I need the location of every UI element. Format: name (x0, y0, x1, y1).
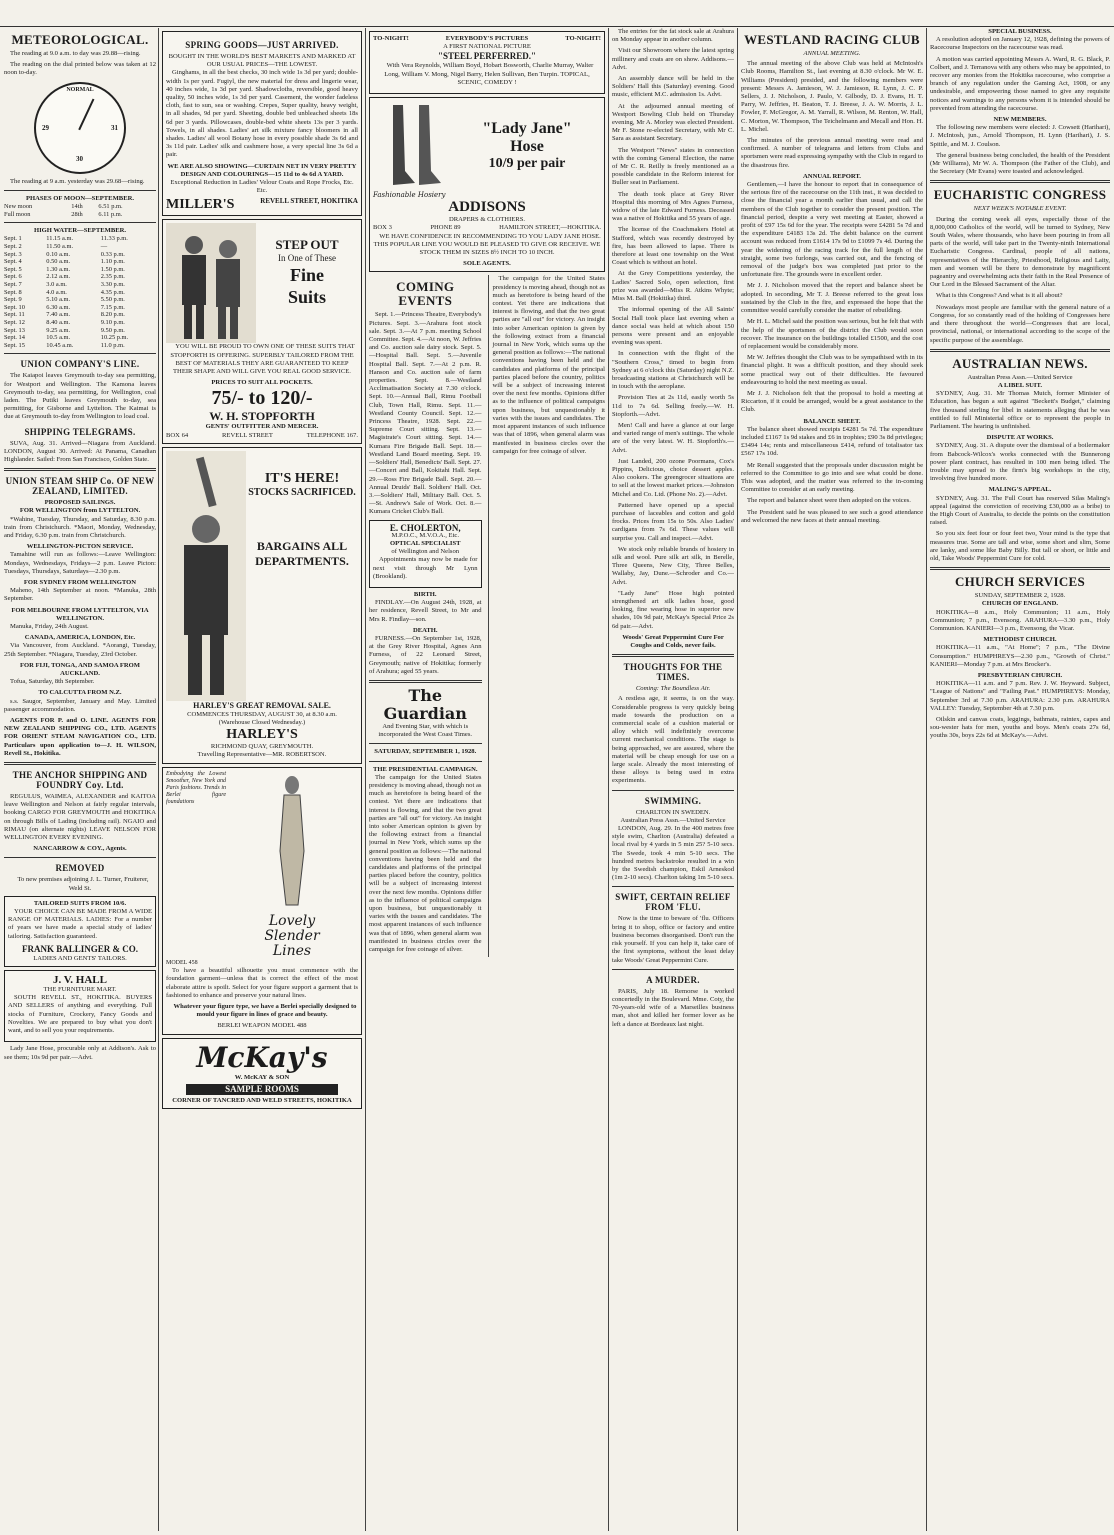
racing-text: Mr J. J. Nicholson felt that the proposal to hold a meeting at Riccarton, if it could be arranged, would be a great assistance to the Club. (741, 389, 923, 414)
lady-jane: "Lady Jane" (482, 120, 572, 138)
removed-heading: REMOVED (55, 863, 105, 874)
news-item: The informal opening of the All Saints' Social Hall took place last evening when a dance social was held at which about 150 persons were present and an enjoyable evening was spent. (612, 306, 734, 347)
thoughts-sub: Coming: The Boundless Air. (635, 685, 711, 693)
news-item: At the Grey Competitions yesterday, the Ladies' Sacred Solo, open selection, first prize was awarded—Miss R. Atkins Whyte; Miss M. Ball (Hokitika) third. (612, 270, 734, 303)
barometer-needle (78, 98, 94, 130)
eucharistic-heading: EUCHARISTIC CONGRESS (933, 187, 1107, 203)
dial-number-bottom: 30 (76, 155, 83, 164)
news-item: At the adjourned annual meeting of Westport Bowling Club held on Thursday evening, Mr A. Morley was elected President. Mr F. Stone re-elected Secretary, with Mr C. Sara as assistant Secretary. (612, 102, 734, 143)
guardian-date: SATURDAY, SEPTEMBER 1, 1928. (374, 748, 477, 756)
racing-club-sub: ANNUAL MEETING. (803, 50, 861, 57)
sailing-text: *Wahine, Tuesday, Thursday, and Saturday, 8.30 p.m. train from Christchurch. *Maori, Monday, Wednesday, and Friday, 6.30 p.m. train from Christchurch. (4, 515, 156, 539)
sailing-heading: WELLINGTON-PICTON SERVICE. (26, 543, 134, 551)
table-row: Sept. 4 0.50 a.m. 1.10 p.m. (4, 258, 125, 266)
harleys-name: HARLEY'S (226, 727, 298, 743)
spring-text: Ginghams, in all the best checks, 30 inch wide 1s 3d per yard; double-width 1s per yard. Fugiyl, the new material for dress and lingerie wear, 40 inches wide, 1s 3d per yard. Shadowcloths, reversible, good heavy quality, 50 inches wide, 1s 3d per yard. Casement, the wonder fadeless cloth, fast to sun, sea or washing. Crepes, Super quality, heavy weight, in all shades, 9d per yard. Sheeting, double bed unbleached sheets 18s 6d per 3 yards. Pillowcases, double-bed white sheets 13s per 3 yards. Towels, in all shades. Ladies' art silk mixture fancy bloomers in all shades. Ladies' all wool Botany hose in every possible shade 3s 6d and 3s 11d pair. Ladies' silk and cashmere hose, a very special line 3s 6d a pair. (166, 69, 358, 159)
eucharistic-sub: NEXT WEEK'S NOTABLE EVENT. (973, 205, 1067, 213)
ballinger-tailors-ad (4, 896, 156, 967)
birth-heading: BIRTH. (413, 590, 437, 598)
news-item: Patterned have opened up a special purchase of laceables and cotton and gold frocks. Prices from 15s to 50s. Also Ladies' cardigans from 7s 6d. These values will surprise you. Call and inspect.—Advt. (612, 501, 734, 542)
cholerton-qualifications: M.P.O.C., M.V.O.A., Etc. (391, 531, 459, 539)
addisons-lady-jane-ad (369, 97, 605, 272)
news-item: Men! Call and have a glance at our large and varied range of men's suitings. The whole are of the very latest. W. H. Stopforth's.—Advt. (612, 421, 734, 454)
hall-name: J. V. HALL (52, 974, 107, 987)
pictures-center: EVERYBODY'S PICTURES (445, 35, 529, 42)
stopforth-suits-ad (162, 219, 362, 443)
church-subheading: METHODIST CHURCH. (983, 636, 1057, 644)
racing-text: The President said he was pleased to see such a good attendance and welcomed the new faces at their annual meeting. (741, 508, 923, 524)
sailing-heading: FOR FIJI, TONGA, AND SAMOA FROM AUCKLAND. (19, 661, 141, 677)
ballinger-name: FRANK BALLINGER & CO. (21, 943, 138, 954)
stopforth-prices: PRICES TO SUIT ALL POCKETS. (211, 379, 313, 387)
column-editorial (369, 28, 605, 1531)
spring-title: SPRING GOODS—JUST ARRIVED. (185, 40, 339, 50)
news-item: In connection with the flight of the "Southern Cross," timed to begin from Sydney at 6 o'clock this (Saturday) night N.Z. broadcasting stations at Christchurch will be in touch with the aeroplane. (612, 350, 734, 391)
birth-notice: FINDLAY.—On August 24th, 1928, at her residence, Revell Street, to Mr and Mrs R. Findlay—son. (369, 599, 482, 623)
balance-sheet-heading: BALANCE SHEET. (803, 417, 861, 425)
shipping-telegrams-text: SUVA, Aug. 31. Arrived—Niagara from Auckland. LONDON, August 30. Arrived: At Panama, Canadian Highlander. Sailed: From San Francisco, Golden State. (4, 439, 156, 463)
harleys-rep: Travelling Representative—MR. ROBERTSON. (197, 751, 327, 759)
aus-text: SYDNEY, Aug. 31. A dispute over the dismissal of a boilermaker from Babcock-Wilcox's works connected with the Bunnerong power plant contract, has resulted in 100 men being idled. The trouble may spread to the firm's big workshops in the city, involving five hundred more. (930, 442, 1110, 483)
mckays-logo: McKay's (196, 1040, 328, 1074)
cholerton-location: of Wellington and Nelson (391, 548, 460, 556)
berlei-weapon: BERLEI WEAPON MODEL 488 (217, 1022, 307, 1030)
column-display-ads (162, 28, 362, 1531)
suits-word: Suits (287, 287, 327, 308)
aus-subheading: DISPUTE AT WORKS. (986, 434, 1054, 442)
bargains-all: BARGAINS ALL DEPARTMENTS. (255, 538, 349, 568)
millers-name: MILLER'S (166, 197, 235, 213)
balance-sheet-text: The balance sheet showed receipts £4281 5s 7d. The expenditure included £1167 1s 9d stakes and £6 in trophies; £90 3s 8d privileges; £3494 14s; rents and miscellaneous £414, refund of totalisator tax £567 17s 10d. (741, 425, 923, 458)
fine-word: Fine (290, 265, 324, 286)
church-date: SUNDAY, SEPTEMBER 2, 1928. (974, 592, 1066, 600)
aus-text: SYDNEY, Aug. 31. Mr Thomas Mutch, former Minister of Education, has begun a suit against "Beckett's Budget," claiming five thousand sterling for libel in statements alleging that he was entitled to full Ministerial office or to represent the people in Parliament. The hearing is unfinished. (930, 390, 1110, 430)
table-row: Sept. 9 5.10 a.m. 5.50 p.m. (4, 296, 125, 304)
tailored-suits-text: YOUR CHOICE CAN BE MADE FROM A WIDE RANGE OF MATERIALS. LADIES: For a number of years we have made a special study of ladies' tailoring. Satisfaction guaranteed. (8, 908, 152, 940)
murder-text: PARIS, July 18. Remorse is worked concertedly in the Boulevard. Mme. Coty, the 70-years-old wife of a Marseilles business man, shot and killed her former lover as he left a dance at Bordeaux last night. (612, 987, 734, 1028)
mckays-address: CORNER OF TANCRED AND WELD STREETS, HOKITIKA (172, 1096, 352, 1104)
flu-text: Now is the time to beware of 'flu. Officers bring it to shop, office or factory and entire business becomes disorganised. Don't run the risk yourself. If you can help it, take care of the first symptoms, without the least delay take Woods' Great Peppermint Cure. (612, 915, 734, 964)
cholerton-trade: OPTICAL SPECIALIST (389, 539, 461, 547)
peppermint-verse: So you six feet four or four feet two, Your mind is the type that measures true. Some are tall and wise, some short and slim, Some are lanky, and some like Baby Billy. But tall or short, or little and old, Take Woods' Peppermint Cure for cold. (930, 530, 1110, 562)
stopforth-name: W. H. STOPFORTH (209, 409, 315, 424)
suited-men-illustration (166, 223, 256, 343)
tonight-left: TO-NIGHT! (373, 35, 409, 42)
stopforth-street: REVELL STREET (222, 431, 273, 439)
church-text: HOKITIKA—8 a.m., Holy Communion; 11 a.m., Holy Communion; 7 p.m., Evensong. ARAHURA—3.30 p.m., Holy Communion. KANIERI—3 p.m., Evensong, the Vicar. (930, 608, 1110, 632)
tailored-suits-title: TAILORED SUITS FROM 10/6. (33, 899, 127, 907)
news-item: Visit our Showroom where the latest spring millinery and coats are on show. Addisons.—Advt. (612, 47, 734, 71)
table-row: Sept. 2 11.50 a.m. — (4, 243, 108, 250)
stopforth-telephone: TELEPHONE 167. (306, 431, 358, 439)
hosiery-badge: Fashionable Hosiery (373, 191, 446, 200)
sailing-heading: FOR MELBOURNE FROM LYTTELTON, VIA WELLINGTON. (11, 606, 149, 622)
berlei-lovely: Lovely (268, 912, 316, 929)
spring-also: WE ARE ALSO SHOWING—CURTAIN NET IN VERY PRETTY DESIGN AND COLOURINGS—15 11d to 4s 6d A YARD. (167, 162, 357, 178)
swimming-text: LONDON, Aug. 29. In the 400 metres free style swim, Charlton (Australia) defeated a local rival by 4 yards in 5 min 25? 5-10 secs. The Swede, took 4 min 5-10 secs. The hundred metres backstroke resulted in a win by the Swedish champion, Eskil Arneskod (1m 2-10 secs). Charlton taking 1m 5-10 secs. (612, 825, 734, 882)
table-row: Sept. 6 2.12 a.m. 2.35 p.m. (4, 273, 125, 281)
australian-news-source: Australian Press Assn.—United Service (967, 373, 1073, 381)
flu-heading: SWIFT, CERTAIN RELIEF FROM 'FLU. (615, 892, 731, 913)
news-item: We stock only reliable brands of hosiery in silk and wool. Pure silk art silk, in Berelle, Three Queens, New City, Three Belles, Wallaby, Jay, Dune.—Schroder and Co.—Advt. (612, 545, 734, 586)
news-item: Just Landed, 200 ozone Poormans, Cox's Pippins, Delicious, choice dessert apples. Also cookers. The greengrocer situations are to sell at the lowest market prices.—Johnston Michel and Co. Ltd. (Phone No. 2).—Advt. (612, 457, 734, 498)
aus-text: SYDNEY, Aug. 31. The Full Court has reserved Silas Maling's appeal (against the conviction of receiving £30,000 as a bribe) to the High Court of Australia, to decide the points on the constitution raised. (930, 494, 1110, 527)
berlei-figure: Whatever your figure type, we have a Berlei specially designed to mould your figure in lines of grace and beauty. (173, 1002, 357, 1019)
coming-events-text: Sept. 1.—Princess Theatre, Everybody's Pictures. Sept. 3.—Arahura foot stock sale. Sept. 3.—At 7 p.m. meeting School Committee. Sept. 4.—At noon, W. Jeffries and Co. auction sale dairy stock. Sept. 5.—Hospital Ball. Sept. 5.—Juvenile Hospital Ball. Sept. 7.—At 2 p.m. R. Hanson and Co. auction sale of farm properties. Sept. 8.—Westland Acclimatisation Society at 7.30 o'clock. Sept. 10.—Annual Ball, Rimu Football Club, Town Hall, Rimu. Sept. 11.—Westland County Council. Sept. 12.—Princess Theatre, 1928. Sept. 22.—Supreme Court sitting. Sept. 13.—Magistrate's Court sitting. Sept. 14.—Kumara Fire Brigade Ball. Sept. 18.—Westland Land Board meeting. Sept. 19.—Soldiers' Hall, Benedicts' Ball. Sept. 27.—Concert and Ball, Kokitahi Hall. Sept. 29.—Ross Fire Brigade Ball. Sept. 20.—Annual Druids' Ball. Soldiers' Hall. Oct. 3.—Soldiers' Hall, Military Ball. Oct. 5.—St. Andrew's Sale of Work. Oct. 8.—Kumara Cricket Club's Ball. (369, 311, 482, 516)
table-row: Sept. 5 1.30 a.m. 1.50 p.m. (4, 265, 125, 273)
australian-news-heading: AUSTRALIAN NEWS. (952, 355, 1088, 371)
column-racing-club (741, 28, 923, 1531)
racing-text: Mr Renall suggested that the proposals under discussion might be referred to the Committee to go into and see what could be done. This was adopted, and the matter was referred to the in-coming Committee to consider at an early meeting. (741, 461, 923, 494)
sailing-heading: CANADA, AMERICA, LONDON, Etc. (24, 634, 136, 642)
news-item: "Lady Jane" Hose high pointed strengthened art silk ladies hose, good looking, fine wearing hose in superior new shades, 10s 9d pair, McKay's Special Price 2s 6d pair.—Advt. (612, 589, 734, 630)
column-shipping-weather (4, 28, 156, 1531)
addisons-sole: SOLE AGENTS. (463, 260, 511, 268)
dial-normal-label: NORMAL (66, 86, 94, 93)
swimming-sub: CHARLTON IN SWEDEN. (635, 808, 711, 816)
cholerton-text: Appointments may now be made for next visit through Mr Lynn (Brookland). (373, 556, 478, 580)
removed-text: To new premises adjoining J. L. Turner, Fruiterer, Weld St. (17, 876, 149, 892)
step-out: STEP OUT (275, 237, 339, 253)
new-members-text: The general business being concluded, the health of the President (Mr Williams), Mr W. A. Thompson (the Father of the Club), and the Secretary (Mr Evans) were toasted and acknowledged. (930, 151, 1110, 176)
addisons-phone: PHONE 89 (430, 224, 461, 232)
thoughts-text: A restless age, it seems, is on the way. Considerable progress is very quickly being made towards the production on a commercial scale of a cushion material or alloy which will indefinitely overcome current mechanical conditions. The stage is being approached, we are assured, where the material will be cheap enough for use on a large scale. Already the most interesting of these alloys is being used in extra experiments. (612, 695, 734, 785)
church-text: HOKITIKA—11 a.m. and 7 p.m. Rev. J. W. Heyward. Subject, "League of Nations" and "Failing Past." HUMPHREYS: Monday, September 3rd at 7.30 p.m. ARAHURA: 2.30 p.m. ARAHURA VALLEY: Tuesday, September 4th at 7.30 p.m. (930, 680, 1110, 712)
aus-subheading: A LIBEL SUIT. (997, 381, 1043, 389)
news-item: An assembly dance will be held in the Soldiers' Hall this (Saturday) evening. Good music, efficient M.C. admission 1s. Advt. (612, 75, 734, 99)
table-row: Sept. 13 9.25 a.m. 9.50 p.m. (4, 326, 125, 334)
tonight-right: TO-NIGHT! (565, 35, 601, 42)
table-row: New moon 14th 6.51 p.m. (4, 203, 123, 211)
new-members-text: The following new members were elected: J. Cowsett (Harihari), J. McIntosh, jun., Arnold Thompson, H. Lynn (Harihari), J. S. Spittle, and M. J. Coulson. (930, 124, 1110, 148)
swimming-heading: SWIMMING. (644, 795, 702, 806)
church-subheading: CHURCH OF ENGLAND. (981, 600, 1059, 608)
sailing-text: s.s. Saugor, September, January and May. Limited passenger accommodation. (4, 697, 156, 713)
eucharistic-text: Nowadays most people are familiar with the general nature of a Congress, for so constantly read of the holding of Congresses here and there throughout the world—Congresses that are local, provincial, national, or international according to the scope of the specific purpose of the assemblage. (930, 303, 1110, 344)
barometer-dial (34, 82, 126, 174)
news-item: The Westport "News" states in connection with the coming General Election, the name of Mr C. R. Reilly is freely mentioned as a possible candidate in the Reform interest for Buller seat in Parliament. (612, 146, 734, 187)
sailing-text: Maheno, 14th September at noon. *Manuka, 28th September. (4, 587, 156, 603)
addisons-confidence: WE HAVE CONFIDENCE IN RECOMMENDING TO YOU LADY JANE HOSE. THIS POPULAR LINE YOU WOULD BE PLEASED TO GIVE OR RECEIVE. WE STOCK THEM IN SIZES 8½ INCH TO 10 INCH. (373, 232, 601, 257)
hose-footer-advt: Lady Jane Hose, procurable only at Addison's. Ask to see them; 10s 9d per pair.—Advt. (4, 1045, 156, 1061)
hose-price: 10/9 per pair (488, 156, 566, 172)
sailing-text: Via Vancouver, from Auckland. *Aorangi, Tuesday, 25th September. *Niagara, Tuesday, 23rd October. (4, 642, 156, 658)
death-heading: DEATH. (412, 626, 438, 634)
shipping-telegrams-heading: SHIPPING TELEGRAMS. (24, 426, 136, 437)
addisons-box: BOX 3 (373, 224, 392, 232)
column-congress-news (930, 28, 1110, 1531)
hall-furniture-ad (4, 970, 156, 1042)
special-business-text: A motion was carried appointing Messrs A. Ward, R. G. Black, P. Colbert, and J. Terranova with any others who may be appointed, to recover any monies from the Hokitika racecourse, who comprise a branch of any regulation under the Gaming Act, 1908, or any undesirable, and empowering those named to give any requisite notices and warnings to any persons whom it is intended should be prevented from attending the racecourse. (930, 55, 1110, 112)
harleys-removal-sale-ad (162, 447, 362, 764)
anchor-agents: NANCARROW & COY., Agents. (33, 845, 127, 853)
spring-sub: BOUGHT IN THE WORLD'S BEST MARKETS AND MARKED AT OUR USUAL PRICES—THE LOWEST. (168, 53, 356, 69)
anchor-shipping-heading: THE ANCHOR SHIPPING AND FOUNDRY Coy. Ltd. (12, 770, 148, 791)
union-line-text: The Kaiapoi leaves Greymouth to-day sea permitting, for Westport and Wellington. The Kamona leaves Greymouth to-day, sea permitting, for Wellington, coal laden. The Putiki leaves Greymouth to-day, sea permitting, for Gisborne and Lyttelton. The Kaimai is due at Greymouth to-day from Wellington to load coal. (4, 372, 156, 421)
berlei-lines: Lines (272, 942, 312, 959)
table-row: Sept. 11 7.40 a.m. 8.20 p.m. (4, 311, 125, 319)
racing-text: Mr W. Jeffries thought the Club was to be sympathised with in its financial plight. It was a difficult position, and they should seek some practical way out of their difficulties. He favoured endeavouring to hold the next meeting as usual. (741, 354, 923, 386)
hose-word: Hose (510, 138, 544, 156)
addisons-trade: DRAPERS & CLOTHIERS. (448, 216, 526, 224)
mckays-sample-rooms-ad (162, 1038, 362, 1109)
hall-sub: THE FURNITURE MART. (43, 986, 117, 994)
eucharistic-text: During the coming week all eyes, especially those of the 8,000,000 Catholics of the world, will be turned to Sydney, New South Wales, where thousands, who have been pouring in from all parts of the world, will take part in the Twenty-ninth International Eucharistic Congress. Cardinal, people of all nations, representatives of the Hierarchy, Priesthood, Religious and Laity, men and women will be there to demonstrate by magnificent pageantry and overwhelming acts their faith in the Real Presence of Our Lord in the Blessed Sacrament of the Altar. (930, 215, 1110, 289)
table-row: Sept. 3 0.10 a.m. 0.33 p.m. (4, 250, 125, 258)
news-item: The death took place at Grey River Hospital this morning of Mrs Agnes Furness, widow of the late Edward Furness. Deceased was a native of Hokitika and 55 years of age. (612, 190, 734, 223)
stopforth-price-range: 75/- to 120/- (211, 387, 313, 410)
table-row: Sept. 1 11.15 a.m. 11.33 p.m. (4, 235, 128, 243)
proposed-sailings: PROPOSED SAILINGS. (44, 499, 116, 507)
anchor-shipping-text: REGULUS, WAIMEA, ALEXANDER and KAITOA leave Wellington and Nelson at fairly regular intervals, booking CARGO FOR GREYMOUTH and HOKITIKA on through Bills of Lading (including rail). NGAIO and RIMAU (on alternate nights) LEAVE NELSON FOR WELLINGTON EVERY EVENING. (4, 793, 156, 842)
racing-club-heading: WESTLAND RACING CLUB (744, 32, 920, 47)
met-text-2: The reading on the dial printed below was taken at 12 noon to-day. (4, 61, 156, 77)
annual-report-heading: ANNUAL REPORT. (803, 172, 861, 180)
special-business-heading: SPECIAL BUSINESS. (988, 28, 1052, 35)
racing-text: Mr H. L. Michel said the position was serious, but he felt that with the help of the sportsmen of the district the Club would soon recover. The insurance on the buildings totalled £1500, and the cost of replacement would be considerably more. (741, 318, 923, 350)
eucharistic-text: What is this Congress? And what is it all about? (936, 292, 1063, 300)
berlei-slender: Slender (264, 927, 320, 944)
addisons-name: ADDISONS (448, 199, 526, 216)
table-row: Sept. 8 4.0 a.m. 4.35 p.m. (4, 288, 125, 296)
harleys-commences: COMMENCES THURSDAY, AUGUST 30, at 8.30 a.m. (187, 710, 337, 718)
church-subheading: PRESBYTERIAN CHURCH. (977, 672, 1063, 679)
swimming-source: Australian Press Assn.—United Service (620, 816, 726, 824)
shipping-agents: AGENTS FOR P. and O. LINE. AGENTS FOR NEW ZEALAND SHIPPING CO., LTD. AGENTS FOR ORIENT STEAM NAVIGATION CO., LTD. Particulars upon application to—J. H. WILSON, Revell St., Hokitika. (4, 717, 156, 757)
cholerton-optician-ad (369, 520, 482, 588)
film-cast: With Vera Reynolds, William Boyd, Hobart Bosworth, Charlie Murray, Walter Long, William V. Mong, Nigel Barry, Helen Sullivan, Ben Turpin. TOPICAL, SCENIC, COMEDY ! (384, 62, 594, 86)
guardian-sub: And Evening Star, with which is incorporated the West Coast Times. (378, 722, 473, 739)
annual-report-text: Gentlemen,—I have the honour to report that in consequence of the serious fire of the racecourse on the 11th inst., it was decided to close the financial year a month earlier than usual, and call the members of the Club together to consider the present position. The financial period, despite a very wet meeting at Easter, showed a profit of £97 15s 6d for the year. The receipts were £4281 5s 7d and the expenditure £4183 13s 2d. The debit balance on the current account was reduced from £1614 17s 9d to £1099 7s 4d. During the year the widening of the racing track for the full length of the straight, some two furlongs, was carried out, and the fencing of removal of the judge's box was completed just prior to the unfortunate fire. The grounds were in excellent order. (741, 181, 923, 279)
sailing-text: Tamahine will run as follows:—Leave Wellington: Mondays, Wednesdays, Fridays—2 p.m. Leave Picton: Tuesdays, Thursdays, Saturdays—2.30 p.m. (4, 551, 156, 575)
news-item: Provision Ties at 2s 11d, easily worth 5s 11d to 7s 6d. Selling freely.—W. H. Stopforth.—Advt. (612, 394, 734, 418)
addisons-address: HAMILTON STREET,—HOKITIKA. (499, 224, 601, 232)
hall-text: SOUTH REVELL ST., HOKITIKA. BUYERS AND SELLERS of anything and everything. Full stocks of Furniture, Crockery, Fancy Goods and Novelties. We are prepared to buy what you don't want, and to sell you your requirements. (8, 994, 152, 1035)
stocks-sacrificed: STOCKS SACRIFICED. (248, 486, 356, 498)
millers-address: REVELL STREET, HOKITIKA (260, 197, 358, 206)
church-text: HOKITIKA—11 a.m., "At Home"; 7 p.m., "The Divine Consumption." HUMPHREYS—2.30 p.m., "Growth of Christ." KANIERI—Monday 7 p.m. at Mrs Brocker's. (930, 644, 1110, 668)
meteorological-heading: METEOROLOGICAL. (11, 32, 149, 47)
berlei-lovely-lines-ad (162, 767, 362, 1035)
mckays-sub: W. McKAY & SON (234, 1073, 290, 1081)
millers-spring-ad (162, 31, 362, 216)
news-item: The license of the Coachmakers Hotel at Stafford, which was recently destroyed by fire, has been allowed to lapse. There is therefore at least one township on the West Coast which is without an hotel. (612, 226, 734, 267)
ballinger-sub: LADIES AND GENTS' TAILORS. (33, 954, 127, 962)
stopforth-text: YOU WILL BE PROUD TO OWN ONE OF THESE SUITS THAT STOPFORTH IS OFFERING. SUPERBLY TAILORED FROM THE BEST OF MATERIALS THEY ARE GUARANTEED TO KEEP THEIR SHAPE AND WILL GIVE YOU REAL GOOD SERVICE. (170, 343, 355, 376)
film-title: "STEEL PERFERRED." (437, 51, 536, 62)
met-text-1: The reading at 9.0 a.m. to day was 29.88—rising. (10, 50, 141, 57)
harleys-address: RICHMOND QUAY, GREYMOUTH. (210, 743, 314, 751)
moon-phases-title: PHASES OF MOON—SEPTEMBER. (25, 194, 134, 202)
stopforth-trade: GENTS' OUTFITTER AND MERCER. (205, 423, 319, 431)
everybodys-pictures-ad (369, 31, 605, 94)
new-members-heading: NEW MEMBERS. (993, 116, 1047, 124)
sailing-heading: FOR WELLINGTON from LYTTELTON. (19, 507, 141, 515)
in-one-of-these: In One of These (277, 253, 337, 264)
harleys-closed: (Warehouse Closed Wednesday.) (218, 719, 306, 727)
oilskin-advt: Oilskin and canvas coats, leggings, bathmats, raintex, capes and sou-wester hats for men, youths and boys. Men's coats 27s 6d, youths 30s, boys 22s 6d at McKay's.—Advt. (930, 716, 1110, 740)
woods-cure-line: Woods' Great Peppermint Cure For Coughs and Colds, never fails. (622, 633, 724, 650)
mckays-sample: SAMPLE ROOMS (186, 1084, 338, 1095)
spring-exceptional: Exceptional Reduction in Ladies' Velour Coats and Rope Frocks, Etc. Etc. (170, 179, 354, 195)
racing-text: Mr J. J. Nicholson moved that the report and balance sheet be adopted. In seconding, Mr T. J. Breese referred to the great loss sustained by the Club in the fire, and expressed the hope that the committee would carefully consider the matter of rebuilding. (741, 282, 923, 315)
sailing-text: Tofua, Saturday, 8th September. (10, 678, 95, 686)
union-steam-ship-heading: UNION STEAM SHIP Co. OF NEW ZEALAND, LIMITED. (5, 476, 155, 497)
masthead-strip (0, 0, 1114, 27)
death-notice: FURNESS.—On September 1st, 1928, at the Grey River Hospital, Agnes Ann Furness, of 22 Leonard Street, Greymouth; native of Hokitika; formerly of Arahura; aged 55 years. (369, 634, 482, 675)
aus-subheading: MALING'S APPEAL. (988, 486, 1052, 494)
table-row: Full moon 28th 6.11 p.m. (4, 210, 123, 218)
special-business-text: A resolution adopted on January 12, 1928, defining the powers of Racecourse Inspectors on the racecourse was read. (930, 36, 1110, 52)
harleys-sale-title: HARLEY'S GREAT REMOVAL SALE. (193, 700, 331, 710)
racing-text: The minutes of the previous annual meeting were read and confirmed. A number of telegrams and letters from Clubs and sportsmen were read expressing sympathy with the Club in regard to the disastrous fire. (741, 137, 923, 169)
table-row: Sept. 15 10.45 a.m. 11.0 p.m. (4, 341, 125, 349)
first-national: A FIRST NATIONAL PICTURE (443, 43, 531, 51)
table-row: Sept. 12 8.40 a.m. 9.10 p.m. (4, 318, 125, 326)
table-row: Sept. 7 3.0 a.m. 3.30 p.m. (4, 280, 125, 288)
editorial-continuation: The campaign for the United States presidency is moving ahead, though not as much as heretofore is being heard of the contest. Yet there are indications that interest is flowing, and that the two great parties are "all out" for victory. An insight into sober American opinion is given by the following extract from a financial journal in New York, which sums up the general position as follows:—The national conventions having been held and the candidates and platforms of the principal parties placed before the country, politics will be a subject of increasing interest over the next few months. Opinions differ as to the influence of political campaigns upon business, but unquestionably it varies with the issues and candidates. The most apparent instances of such influence was that of 1896, when general alarm was manifested in business circles over the campaign for free coinage of silver. (492, 275, 605, 455)
sailing-text: Manuka, Friday, 24th August. (10, 622, 89, 630)
coming-events-heading: COMING EVENTS (396, 279, 455, 309)
cholerton-name: E. CHOLERTON, (389, 522, 461, 533)
news-item: The entries for the fat stock sale at Arahura on Monday appear in another column. (612, 28, 734, 44)
church-services-heading: CHURCH SERVICES (954, 574, 1086, 590)
corset-figure-illustration (262, 771, 322, 911)
met-text-3: The reading at 9 a.m. yesterday was 29.68—rising. (10, 177, 145, 185)
hose-illustration (373, 101, 453, 191)
sailing-heading: FOR SYDNEY FROM WELLINGTON (23, 578, 137, 586)
table-row: Sept. 14 10.5 a.m. 10.25 p.m. (4, 334, 129, 342)
racing-text: The report and balance sheet were then adopted on the voices. (747, 497, 911, 505)
berlei-side-text: Embodying the Lowest Smoother, New York and Paris fashions. Trends in Berlei figure foundations (166, 770, 226, 805)
presidential-text: The campaign for the United States presidency is moving ahead, though not as much as heretofore is being heard of the contest. Yet there are indications that interest is flowing, and that the two great parties are "all out" for victory. An insight into sober American opinion is given by the following extract from a financial journal in New York, which sums up the general position as follows:—The national conventions having been held and the candidates and platforms of the principal parties placed before the country, politics will be a subject of increasing interest over the next few months. Opinions differ as to the influence of political campaigns upon business, but unquestionably it varies with the issues and candidates. The most apparent instances of such influence was that of 1896, when general alarm was manifested in business circles over the campaign for free coinage of silver. (369, 773, 482, 954)
sailing-heading: TO CALCUTTA FROM N.Z. (38, 689, 122, 697)
dial-number-left: 29 (42, 123, 49, 132)
high-water-table (4, 235, 156, 349)
racing-text: The annual meeting of the above Club was held at McIntosh's Club Rooms, Hamilton St., last evening at 8.30 o'clock. Mr W. E. Williams (President) presided, and the following members were present: Messrs A. Jamieson, W. J. Jamieson, R. Lynn, J. C. P. Sellers, J. J. Nicholson, J. Paulo, V. Gilbody, D. J. Evans, H. T. Parry, W. Jeffries, H. Beaton, T. J. Breese, J. A. W. Morris, J. L. Fowler, F. McGregor, A. M. Yarrall, R. Wilson, M. Renton, W. Hall, C. Morton, W. Thompson, The Teichelmann and Mecall and Hon. H. L. Michel. (741, 60, 923, 133)
dial-number-right: 31 (111, 123, 118, 132)
table-row: Sept. 10 6.30 a.m. 7.15 p.m. (4, 303, 125, 311)
moon-phases-table (4, 203, 156, 218)
guardian-masthead: The Guardian (383, 685, 467, 723)
thoughts-heading: THOUGHTS FOR THE TIMES. (623, 662, 723, 683)
berlei-text: To have a beautiful silhouette you must commence with the foundation garment—unless that is correct the effect of the most elaborate attire is spoilt. Select for your figure support a garment that is fashioned to enhance and preserve your natural lines. (166, 967, 358, 999)
its-here: IT'S HERE! (264, 470, 340, 486)
column-local-news (612, 28, 734, 1531)
union-line-heading: UNION COMPANY'S LINE. (20, 359, 140, 370)
presidential-heading: THE PRESIDENTIAL CAMPAIGN. (373, 765, 478, 773)
high-water-title: HIGH WATER—SEPTEMBER. (33, 227, 127, 235)
salesman-illustration (166, 451, 246, 701)
stopforth-box: BOX 64 (166, 431, 189, 439)
murder-heading: A MURDER. (646, 974, 700, 985)
berlei-model: MODEL 458 (166, 959, 198, 966)
